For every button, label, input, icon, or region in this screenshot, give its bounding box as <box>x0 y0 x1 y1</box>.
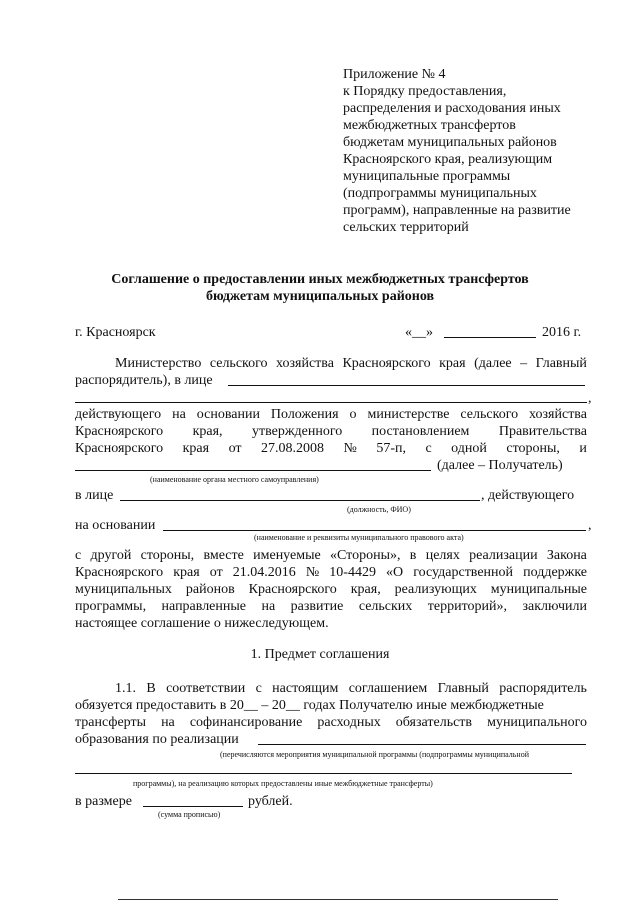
date-year: 2016 г. <box>542 325 582 340</box>
preamble-line <box>115 355 587 372</box>
word: реализующих <box>394 582 477 597</box>
word: территорий», <box>427 599 508 614</box>
appendix-line: (подпрограммы муниципальных <box>343 186 537 201</box>
paragraph-line <box>75 581 587 598</box>
word: утвержденного <box>251 424 343 439</box>
word: заключили <box>522 599 587 614</box>
paragraph-line: настоящее соглашение о нижеследующем. <box>75 616 329 631</box>
word: действующего <box>75 407 162 422</box>
preamble-line <box>75 423 587 440</box>
amount-blank <box>143 806 243 807</box>
word: развитие <box>290 599 344 614</box>
word: 21.04.2016 <box>232 565 296 580</box>
word: с <box>425 441 432 456</box>
basis-label: на основании <box>75 518 156 533</box>
word: Красноярского <box>248 582 337 597</box>
appendix-line: к Порядку предоставления, <box>343 84 507 99</box>
word: «Стороны», <box>330 548 401 563</box>
word: Красноярского <box>75 565 164 580</box>
appendix-line: муниципальные программы <box>343 169 511 184</box>
recipient-blank <box>75 470 431 471</box>
word: сельского <box>460 407 519 422</box>
position-blank <box>120 500 480 501</box>
word: расходных <box>317 715 381 730</box>
word: сельского <box>209 356 268 371</box>
section-line <box>115 680 587 697</box>
word: Красноярского <box>75 424 164 439</box>
word: распорядитель <box>499 681 587 696</box>
word: Красноярского <box>342 356 431 371</box>
measures-caption-1: (перечисляются мероприятия муниципальной программы (подпрограммы муниципальной <box>220 750 529 759</box>
word: направленные <box>161 599 247 614</box>
word: Положения <box>270 407 339 422</box>
word: с <box>75 548 82 563</box>
word: края, <box>350 582 381 597</box>
paragraph-line <box>75 598 587 615</box>
word: софинансирование <box>189 715 303 730</box>
word: Министерство <box>115 356 202 371</box>
word: реализации <box>469 548 538 563</box>
word: муниципальных <box>75 582 172 597</box>
word: на <box>172 407 186 422</box>
word: края <box>173 565 200 580</box>
word: муниципального <box>487 715 587 730</box>
word: и <box>579 441 587 456</box>
word: целях <box>425 548 460 563</box>
word: края, <box>192 424 223 439</box>
word: министерстве <box>367 407 450 422</box>
word: районов <box>185 582 235 597</box>
date-day: «__» <box>405 325 433 340</box>
word: о <box>349 407 357 422</box>
word: Правительства <box>498 424 587 439</box>
in-person-label: в лице <box>75 488 114 503</box>
word: соответствии <box>166 681 246 696</box>
word: именуемые <box>253 548 321 563</box>
word: поддержке <box>523 565 587 580</box>
position-caption: (должность, ФИО) <box>347 505 411 514</box>
word: хозяйства <box>529 407 587 422</box>
word: 10-4429 <box>329 565 376 580</box>
word: постановлением <box>371 424 470 439</box>
word: – <box>520 356 528 371</box>
appendix-line: бюджетам муниципальных районов <box>343 135 557 150</box>
appendix-line: Приложение № 4 <box>343 67 446 82</box>
word: государственной <box>413 565 514 580</box>
word: 27.08.2008 <box>261 441 324 456</box>
preamble-line <box>75 406 587 423</box>
scan-edge-line <box>118 899 558 900</box>
preamble-line: распорядитель), в лице <box>75 373 213 388</box>
word: стороны, <box>506 441 560 456</box>
paragraph-line <box>75 564 587 581</box>
word: на <box>261 599 276 614</box>
measures-blank <box>258 744 586 745</box>
document-title-line1: Соглашение о предоставлении иных межбюджетных трансфертов <box>111 272 529 287</box>
word: от <box>209 565 223 580</box>
word: края <box>439 356 466 371</box>
word: настоящим <box>272 681 339 696</box>
word: 1.1. <box>115 681 136 696</box>
word: муниципальные <box>490 582 587 597</box>
word: от <box>228 441 242 456</box>
preamble-line <box>75 440 587 457</box>
word: основании <box>196 407 260 422</box>
appendix-line: Красноярского края, реализующим <box>343 152 553 167</box>
word: сельских <box>358 599 413 614</box>
word: обязательств <box>395 715 473 730</box>
word: Красноярского <box>75 441 164 456</box>
appendix-line: распределения и расходования иных <box>343 101 561 116</box>
word: другой <box>90 548 132 563</box>
word: «О <box>386 565 404 580</box>
word: № <box>343 441 357 456</box>
word: в <box>409 548 417 563</box>
representative-blank-2 <box>75 402 587 403</box>
recipient-caption: (наименование органа местного самоуправления) <box>150 475 319 484</box>
word: В <box>146 681 156 696</box>
word: одной <box>451 441 487 456</box>
measures-blank-2 <box>75 773 572 774</box>
amount-caption: (сумма прописью) <box>158 810 221 819</box>
word: вместе <box>203 548 244 563</box>
word: Главный <box>535 356 587 371</box>
word: трансферты <box>75 715 147 730</box>
recipient-suffix: (далее – Получатель) <box>437 458 563 473</box>
comma: , <box>588 518 592 533</box>
section-line <box>75 714 587 731</box>
basis-blank <box>163 530 586 531</box>
appendix-line: межбюджетных трансфертов <box>343 118 516 133</box>
word: хозяйства <box>276 356 334 371</box>
document-title-line2: бюджетам муниципальных районов <box>205 289 435 304</box>
word: Закона <box>546 548 587 563</box>
word: 57-п, <box>376 441 406 456</box>
amount-label: в размере <box>75 794 132 809</box>
section-line: образования по реализации <box>75 732 239 747</box>
word: программы, <box>75 599 147 614</box>
section-heading: 1. Предмет соглашения <box>250 647 390 662</box>
appendix-line: программ), направленные на развитие <box>343 203 571 218</box>
paragraph-line <box>75 547 587 564</box>
appendix-line: сельских территорий <box>343 220 469 235</box>
word: № <box>305 565 320 580</box>
word: края <box>182 441 210 456</box>
measures-caption-2: программы), на реализацию которых предоставлены иные межбюджетные трансферты) <box>133 779 433 788</box>
amount-suffix: рублей. <box>248 794 293 809</box>
word: стороны, <box>140 548 195 563</box>
place: г. Красноярск <box>75 325 156 340</box>
word: (далее <box>474 356 512 371</box>
word: Главный <box>437 681 489 696</box>
basis-caption: (наименование и реквизиты муниципального правового акта) <box>254 533 464 542</box>
comma: , <box>588 391 592 406</box>
section-line: обязуется предоставить в 20__ – 20__ годах Получателю иные межбюджетные <box>75 698 544 713</box>
word: с <box>255 681 262 696</box>
acting-suffix: , действующего <box>481 488 575 503</box>
date-month-blank <box>444 337 536 338</box>
word: на <box>161 715 175 730</box>
representative-blank <box>228 385 585 386</box>
word: соглашением <box>348 681 428 696</box>
